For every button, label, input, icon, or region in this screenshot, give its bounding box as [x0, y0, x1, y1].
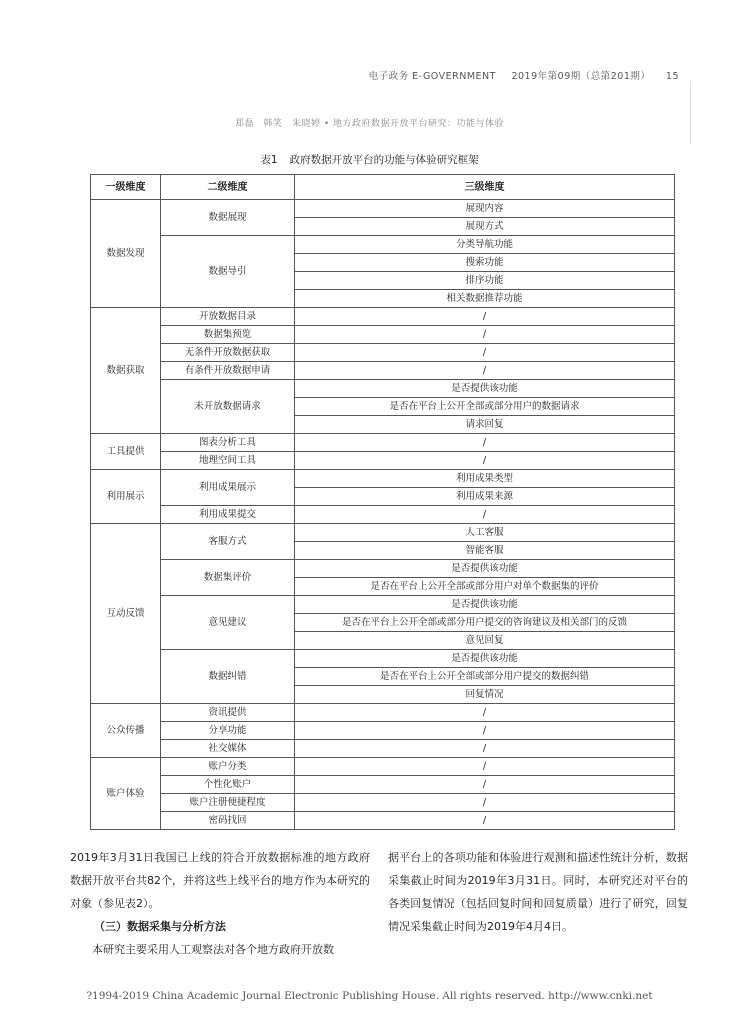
body-right-column — [388, 846, 688, 938]
level3-cell: 是否提供该功能 — [295, 380, 675, 398]
table-row — [91, 380, 675, 398]
level1-cell: 数据获取 — [91, 308, 161, 434]
level3-cell: 是否在平台上公开全部或部分用户提交的咨询建议及相关部门的反馈 — [295, 614, 675, 632]
section-heading: （三）数据采集与分析方法 — [94, 920, 226, 933]
table-row — [91, 524, 675, 542]
header-level3: 三级维度 — [295, 175, 675, 200]
table-row — [91, 812, 675, 830]
table-row — [91, 452, 675, 470]
level3-cell: 排序功能 — [295, 272, 675, 290]
level3-cell: / — [295, 326, 675, 344]
copyright-footer: ?1994-2019 China Academic Journal Electronic Publishing House. All rights reserved. http://www.cnki.net — [86, 990, 653, 1002]
level2-cell: 利用成果展示 — [161, 470, 295, 506]
level3-cell: / — [295, 434, 675, 452]
table-title: 政府数据开放平台的功能与体验研究框架 — [289, 154, 479, 166]
framework-table — [90, 174, 675, 830]
table-row — [91, 650, 675, 668]
table-row — [91, 308, 675, 326]
level2-cell: 数据导引 — [161, 236, 295, 308]
journal-name: 电子政务 E-GOVERNMENT — [368, 71, 496, 82]
table-row — [91, 344, 675, 362]
level1-cell: 公众传播 — [91, 704, 161, 758]
level2-cell: 有条件开放数据申请 — [161, 362, 295, 380]
level2-cell: 个性化账户 — [161, 776, 295, 794]
level2-cell: 账户分类 — [161, 758, 295, 776]
level3-cell: 人工客服 — [295, 524, 675, 542]
level2-cell: 数据纠错 — [161, 650, 295, 704]
level3-cell: 是否在平台上公开全部或部分用户提交的数据纠错 — [295, 668, 675, 686]
level2-cell: 社交媒体 — [161, 740, 295, 758]
table-row — [91, 758, 675, 776]
level3-cell: 是否提供该功能 — [295, 596, 675, 614]
level3-cell: / — [295, 362, 675, 380]
level3-cell: / — [295, 740, 675, 758]
table-row — [91, 722, 675, 740]
level1-cell: 数据发现 — [91, 200, 161, 308]
level3-cell: 是否提供该功能 — [295, 560, 675, 578]
level3-cell: / — [295, 776, 675, 794]
level3-cell: 展现内容 — [295, 200, 675, 218]
table-row — [91, 236, 675, 254]
issue-info: 2019年第09期（总第201期） — [511, 71, 651, 82]
header-divider — [690, 82, 691, 144]
paragraph: 据平台上的各项功能和体验进行观测和描述性统计分析，数据采集截止时间为2019年3月31日。同时，本研究还对平台的各类回复情况（包括回复时间和回复质量）进行了研究，回复情况采集截止时间为2019年4月4日。 — [388, 851, 688, 933]
header-level2: 二级维度 — [161, 175, 295, 200]
level2-cell: 分享功能 — [161, 722, 295, 740]
table-row — [91, 200, 675, 218]
level2-cell: 密码找回 — [161, 812, 295, 830]
level2-cell: 客服方式 — [161, 524, 295, 560]
level3-cell: 意见回复 — [295, 632, 675, 650]
level2-cell: 账户注册便捷程度 — [161, 794, 295, 812]
table-row — [91, 362, 675, 380]
level2-cell: 资讯提供 — [161, 704, 295, 722]
byline: 郑磊 韩笑 朱晓婷 • 地方政府数据开放平台研究：功能与体验 — [234, 119, 505, 129]
level2-cell: 意见建议 — [161, 596, 295, 650]
level3-cell: / — [295, 794, 675, 812]
level3-cell: 是否在平台上公开全部或部分用户的数据请求 — [295, 398, 675, 416]
table-row — [91, 470, 675, 488]
level3-cell: / — [295, 722, 675, 740]
table-row — [91, 794, 675, 812]
table-row — [91, 596, 675, 614]
level2-cell: 数据集评价 — [161, 560, 295, 596]
body-left-column — [70, 846, 370, 961]
table-row — [91, 326, 675, 344]
level2-cell: 数据集预览 — [161, 326, 295, 344]
header-level1: 一级维度 — [91, 175, 161, 200]
level2-cell: 数据展现 — [161, 200, 295, 236]
level1-cell: 互动反馈 — [91, 524, 161, 704]
level3-cell: / — [295, 308, 675, 326]
level3-cell: 利用成果来源 — [295, 488, 675, 506]
running-header — [357, 68, 679, 82]
level2-cell: 图表分析工具 — [161, 434, 295, 452]
table-row — [91, 560, 675, 578]
table-row — [91, 704, 675, 722]
page-number: 15 — [665, 71, 679, 82]
level2-cell: 利用成果提交 — [161, 506, 295, 524]
level3-cell: 相关数据推荐功能 — [295, 290, 675, 308]
paragraph: 2019年3月31日我国已上线的符合开放数据标准的地方政府数据开放平台共82个，并将这些上线平台的地方作为本研究的对象（参见表2）。 — [70, 851, 370, 910]
table-label: 表1 — [260, 154, 278, 166]
table-row — [91, 740, 675, 758]
level2-cell: 地理空间工具 — [161, 452, 295, 470]
level3-cell: 搜索功能 — [295, 254, 675, 272]
table-row — [91, 776, 675, 794]
level3-cell: 是否在平台上公开全部或部分用户对单个数据集的评价 — [295, 578, 675, 596]
level2-cell: 无条件开放数据获取 — [161, 344, 295, 362]
level3-cell: 利用成果类型 — [295, 470, 675, 488]
level3-cell: 展现方式 — [295, 218, 675, 236]
level3-cell: / — [295, 344, 675, 362]
level1-cell: 利用展示 — [91, 470, 161, 524]
level3-cell: 是否提供该功能 — [295, 650, 675, 668]
level1-cell: 账户体验 — [91, 758, 161, 830]
level2-cell: 开放数据目录 — [161, 308, 295, 326]
level3-cell: / — [295, 452, 675, 470]
table-caption — [0, 152, 739, 167]
level3-cell: 智能客服 — [295, 542, 675, 560]
level3-cell: 回复情况 — [295, 686, 675, 704]
table-row — [91, 506, 675, 524]
paragraph: 本研究主要采用人工观察法对各个地方政府开放数 — [92, 943, 334, 956]
level3-cell: 请求回复 — [295, 416, 675, 434]
level2-cell: 未开放数据请求 — [161, 380, 295, 434]
level3-cell: / — [295, 704, 675, 722]
table-header-row — [91, 175, 675, 200]
level3-cell: / — [295, 812, 675, 830]
level3-cell: / — [295, 758, 675, 776]
level3-cell: 分类导航功能 — [295, 236, 675, 254]
level3-cell: / — [295, 506, 675, 524]
level1-cell: 工具提供 — [91, 434, 161, 470]
table-row — [91, 434, 675, 452]
